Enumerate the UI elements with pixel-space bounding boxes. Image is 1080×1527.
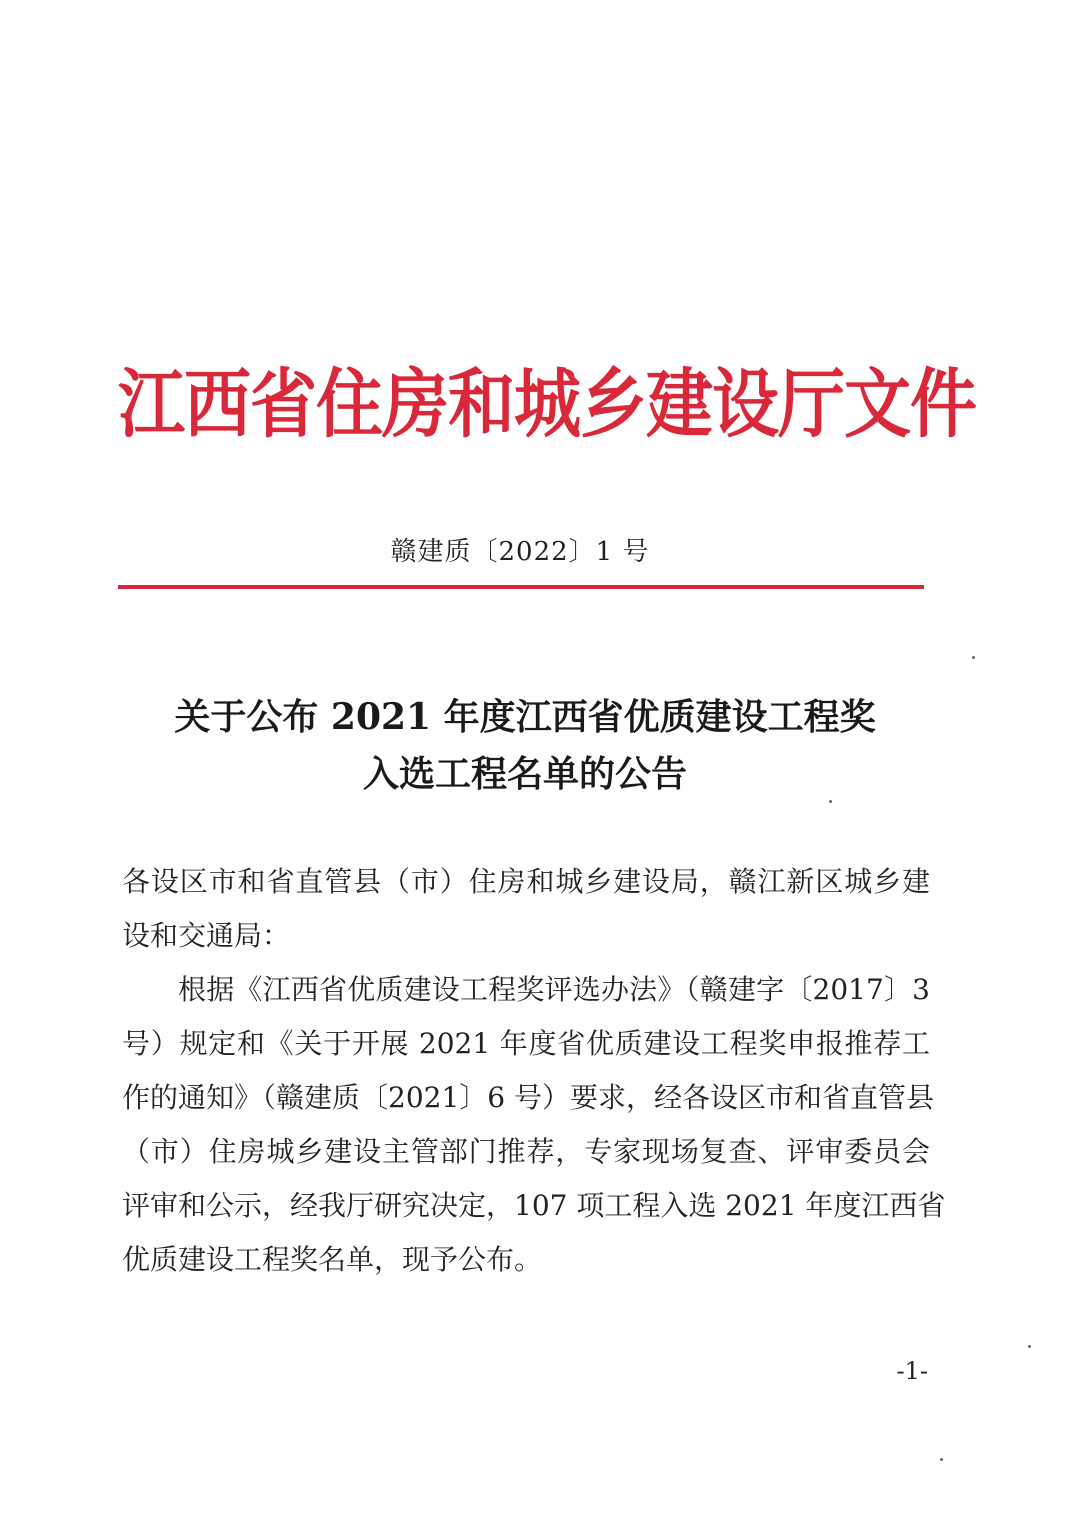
scan-speck: [829, 800, 832, 803]
masthead-title: 江西省住房和城乡建设厅文件: [118, 360, 976, 448]
paragraph-line: 优质建设工程奖名单，现予公布。: [122, 1243, 543, 1276]
salutation-line: 各设区市和省直管县（市）住房和城乡建设局，赣江新区城乡建: [122, 865, 930, 898]
paragraph-line: （市）住房城乡建设主管部门推荐，专家现场复查、评审委员会: [122, 1135, 930, 1168]
salutation-line: 设和交通局：: [122, 919, 291, 952]
scan-speck: [972, 656, 975, 659]
scan-speck: [1028, 1345, 1031, 1348]
paragraph-line: 作的通知》（赣建质〔2021〕6 号）要求，经各设区市和省直管县: [122, 1081, 934, 1114]
body-paragraph: [122, 963, 946, 1287]
announcement-title-line-1: 关于公布 2021 年度江西省优质建设工程奖: [174, 696, 876, 738]
page-number: -1-: [896, 1357, 928, 1385]
salutation: [122, 855, 930, 963]
paragraph-line: 根据《江西省优质建设工程奖评选办法》（赣建字〔2017〕3: [178, 973, 930, 1006]
document-number: 赣建质〔2022〕1 号: [390, 537, 650, 567]
paragraph-line: 号）规定和《关于开展 2021 年度省优质建设工程奖申报推荐工: [122, 1027, 930, 1060]
red-divider-rule: [118, 585, 924, 589]
scan-speck: [940, 1458, 943, 1461]
paragraph-line: 评审和公示，经我厅研究决定，107 项工程入选 2021 年度江西省: [122, 1189, 946, 1222]
announcement-title-line-2: 入选工程名单的公告: [362, 753, 687, 795]
